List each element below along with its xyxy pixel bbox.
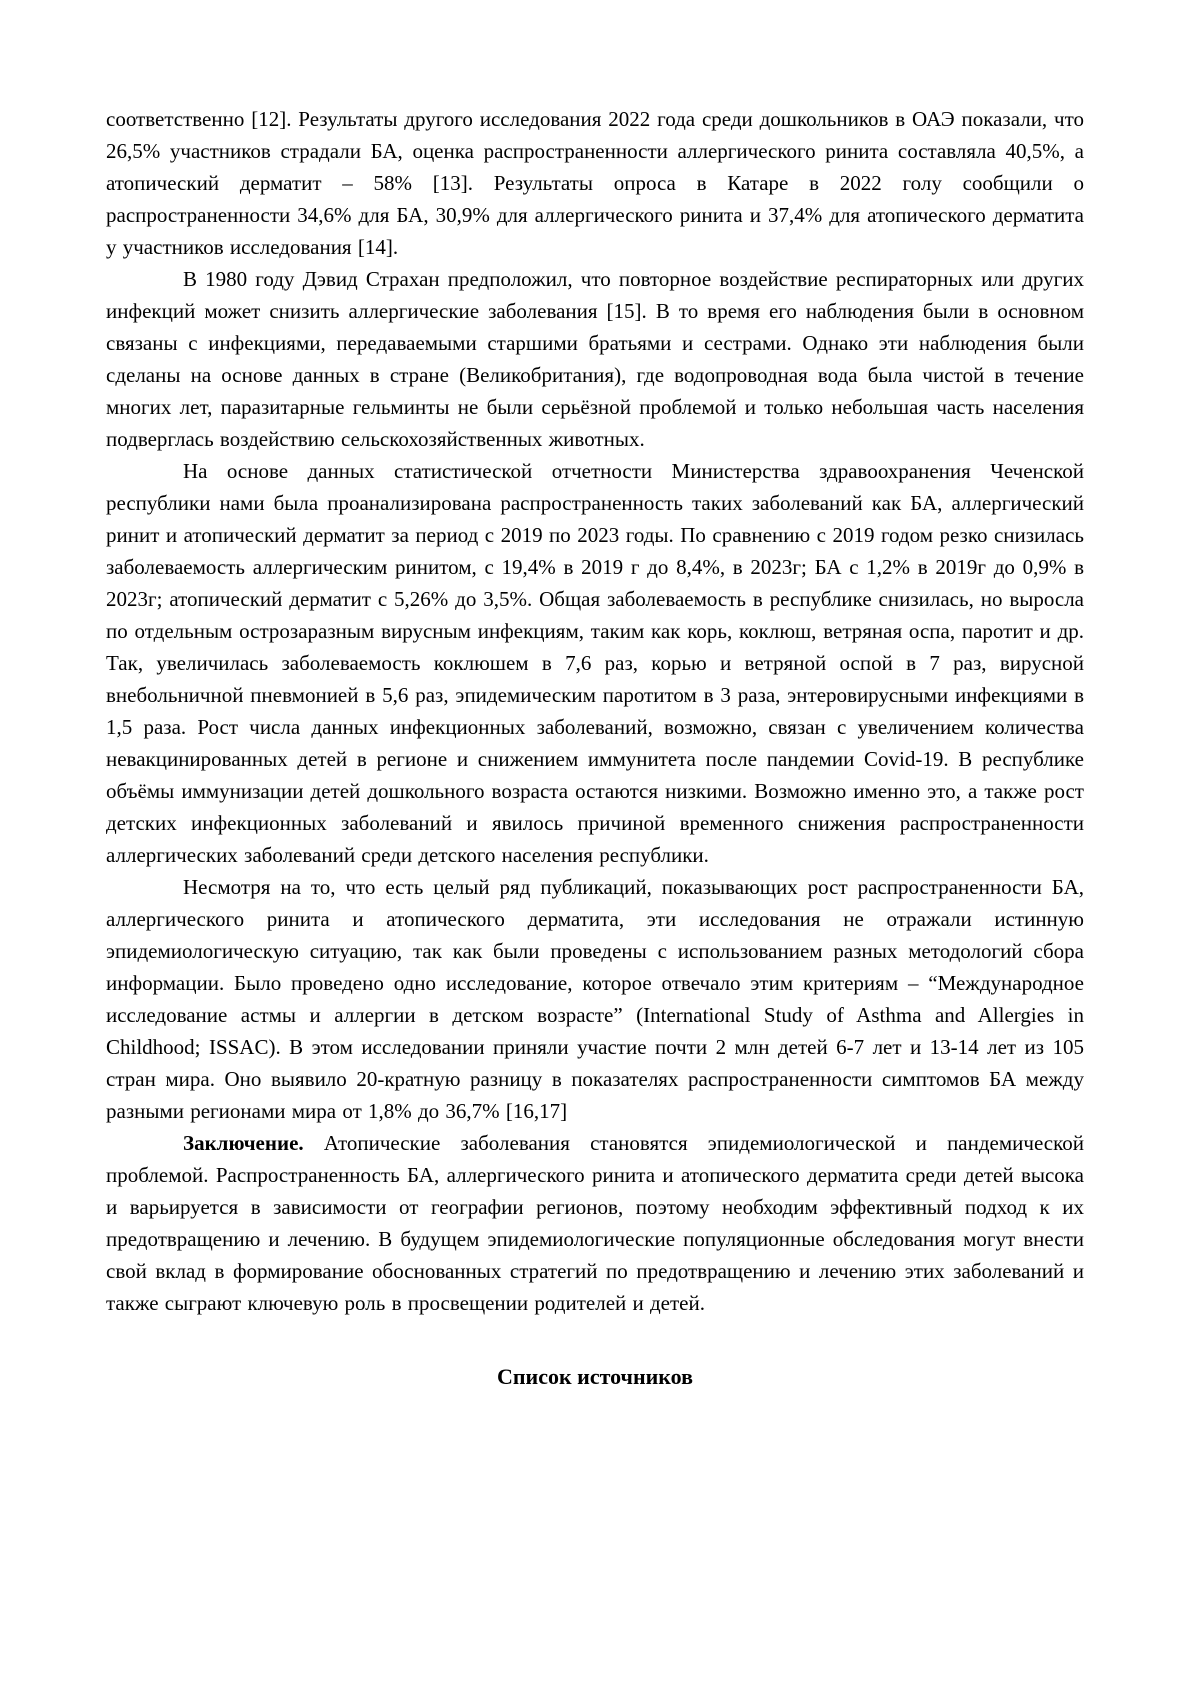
paragraph-issac-study: Несмотря на то, что есть целый ряд публикаций, показывающих рост распространенности БА, аллергического ринита и атопического дерматита, эти исследования не отражали истинную эпидемиологическую ситуацию, так как были проведены с использованием разных методологий сбора информации. Было проведено одно исследование, которое отвечало этим критериям – “Международное исследование астмы и аллергии в детском возрасте” (International Study of Asthma and Allergies in Childhood; ISSAC). В этом исследовании приняли участие почти 2 млн детей 6-7 лет и 13-14 лет из 105 стран мира. Оно выявило 20-кратную разницу в показателях распространенности симптомов БА между разными регионами мира от 1,8% до 36,7% [16,17]	[106, 875, 1084, 1123]
paragraph-chechen-republic-data: На основе данных статистической отчетности Министерства здравоохранения Чеченской республики нами была проанализирована распространенность таких заболеваний как БА, аллергический ринит и атопический дерматит за период с 2019 по 2023 годы. По сравнению с 2019 годом резко снизилась заболеваемость аллергическим ринитом, с 19,4% в 2019 г до 8,4%, в 2023г; БА с 1,2% в 2019г до 0,9% в 2023г; атопический дерматит с 5,26% до 3,5%. Общая заболеваемость в республике снизилась, но выросла по отдельным острозаразным вирусным инфекциям, таким как корь, коклюш, ветряная оспа, паротит и др. Так, увеличилась заболеваемость коклюшем в 7,6 раз, корью и ветряной оспой в 7 раз, вирусной внебольничной пневмонией в 5,6 раз, эпидемическим паротитом в 3 раза, энтеровирусными инфекциями в 1,5 раза. Рост числа данных инфекционных заболеваний, возможно, связан с увеличением количества невакцинированных детей в регионе и снижением иммунитета после пандемии Covid-19. В республике объёмы иммунизации детей дошкольного возраста остаются низкими. Возможно именно это, а также рост детских инфекционных заболеваний и явилось причиной временного снижения распространенности аллергических заболеваний среди детского населения республики.	[106, 459, 1084, 867]
text-body	[106, 103, 1084, 1393]
paragraph-conclusion	[106, 1127, 1084, 1319]
conclusion-lead-label: Заключение.	[183, 1131, 304, 1155]
references-heading: Список источников	[496, 1364, 694, 1389]
paragraph-uae-qatar-statistics: соответственно [12]. Результаты другого исследования 2022 года среди дошкольников в ОАЭ показали, что 26,5% участников страдали БА, оценка распространенности аллергического ринита составляла 40,5%, а атопический дерматит – 58% [13]. Результаты опроса в Катаре в 2022 голу сообщили о распространенности 34,6% для БА, 30,9% для аллергического ринита и 37,4% для атопического дерматита у участников исследования [14].	[106, 107, 1084, 259]
conclusion-text: Атопические заболевания становятся эпидемиологической и пандемической проблемой. Распространенность БА, аллергического ринита и атопического дерматита среди детей высока и варьируется в зависимости от географии регионов, поэтому необходим эффективный подход к их предотвращению и лечению. В будущем эпидемиологические популяционные обследования могут внести свой вклад в формирование обоснованных стратегий по предотвращению и лечению этих заболеваний и также сыграют ключевую роль в просвещении родителей и детей.	[106, 1131, 1084, 1315]
paragraph-strachan-hypothesis: В 1980 году Дэвид Страхан предположил, что повторное воздействие респираторных или других инфекций может снизить аллергические заболевания [15]. В то время его наблюдения были в основном связаны с инфекциями, передаваемыми старшими братьями и сестрами. Однако эти наблюдения были сделаны на основе данных в стране (Великобритания), где водопроводная вода была чистой в течение многих лет, паразитарные гельминты не были серьёзной проблемой и только небольшая часть населения подверглась воздействию сельскохозяйственных животных.	[106, 267, 1084, 451]
